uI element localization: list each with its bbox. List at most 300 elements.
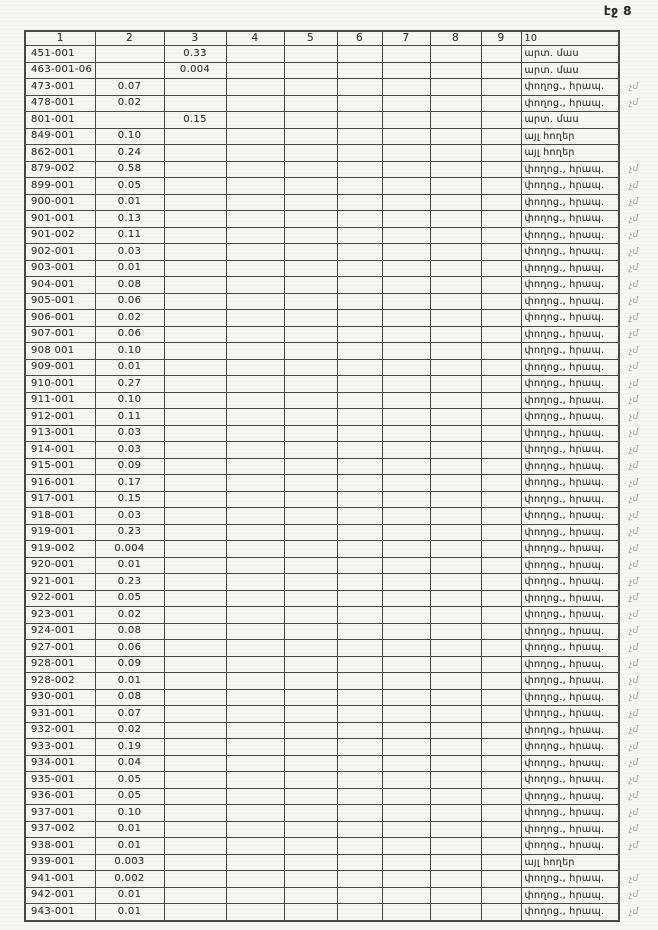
empty-col9 xyxy=(481,607,521,624)
area-value-col2: 0.08 xyxy=(95,277,164,294)
empty-col8 xyxy=(430,326,481,343)
empty-col9 xyxy=(481,425,521,442)
empty-col5 xyxy=(284,95,337,112)
empty-col6 xyxy=(337,128,382,145)
margin-mark-cell xyxy=(619,310,655,327)
table-row xyxy=(25,277,655,294)
empty-col5 xyxy=(284,508,337,525)
margin-mark-cell xyxy=(619,458,655,475)
handwritten-margin-mark: չմ xyxy=(628,361,639,373)
margin-mark-cell xyxy=(619,95,655,112)
empty-col7 xyxy=(382,79,430,96)
area-value-col2: 0.02 xyxy=(95,722,164,739)
empty-col6 xyxy=(337,227,382,244)
area-value-col2: 0.03 xyxy=(95,244,164,261)
empty-col9 xyxy=(481,772,521,789)
empty-col8 xyxy=(430,623,481,640)
handwritten-margin-mark: չմ xyxy=(628,625,639,637)
empty-col4 xyxy=(226,887,284,904)
handwritten-margin-mark: չմ xyxy=(628,889,639,901)
empty-col4 xyxy=(226,260,284,277)
empty-col5 xyxy=(284,805,337,822)
land-use-label: փողոց., հրապ. xyxy=(521,574,619,591)
empty-col7 xyxy=(382,508,430,525)
empty-col5 xyxy=(284,722,337,739)
empty-col9 xyxy=(481,788,521,805)
table-row xyxy=(25,128,655,145)
margin-mark-cell xyxy=(619,178,655,195)
margin-mark-cell xyxy=(619,277,655,294)
table-row xyxy=(25,739,655,756)
empty-col6 xyxy=(337,805,382,822)
empty-col4 xyxy=(226,854,284,871)
parcel-id-cell: 849-001 xyxy=(25,128,95,145)
area-value-col3 xyxy=(164,854,226,871)
empty-col8 xyxy=(430,244,481,261)
empty-col6 xyxy=(337,656,382,673)
empty-col9 xyxy=(481,95,521,112)
header-col-10: 10 xyxy=(521,31,619,46)
empty-col9 xyxy=(481,211,521,228)
area-value-col3 xyxy=(164,772,226,789)
empty-col9 xyxy=(481,359,521,376)
table-row xyxy=(25,62,655,79)
empty-col4 xyxy=(226,409,284,426)
empty-col4 xyxy=(226,508,284,525)
handwritten-margin-mark: չմ xyxy=(628,823,639,835)
land-use-label: փողոց., հրապ. xyxy=(521,442,619,459)
parcel-id-cell: 943-001 xyxy=(25,904,95,921)
empty-col5 xyxy=(284,607,337,624)
parcel-id-cell: 451-001 xyxy=(25,46,95,63)
table-row xyxy=(25,722,655,739)
parcel-id-cell: 862-001 xyxy=(25,145,95,162)
area-value-col2: 0.10 xyxy=(95,392,164,409)
land-use-label: փողոց., հրապ. xyxy=(521,739,619,756)
empty-col7 xyxy=(382,673,430,690)
empty-col4 xyxy=(226,871,284,888)
area-value-col2: 0.03 xyxy=(95,425,164,442)
margin-mark-cell xyxy=(619,887,655,904)
land-use-label: փողոց., հրապ. xyxy=(521,227,619,244)
empty-col9 xyxy=(481,392,521,409)
header-col-2: 2 xyxy=(95,31,164,46)
handwritten-margin-mark: չմ xyxy=(628,246,639,258)
empty-col8 xyxy=(430,310,481,327)
header-margin-spacer xyxy=(619,31,655,46)
empty-col4 xyxy=(226,46,284,63)
empty-col6 xyxy=(337,887,382,904)
area-value-col3 xyxy=(164,722,226,739)
area-value-col2: 0.06 xyxy=(95,326,164,343)
empty-col8 xyxy=(430,178,481,195)
empty-col7 xyxy=(382,227,430,244)
parcel-id-cell: 934-001 xyxy=(25,755,95,772)
margin-mark-cell xyxy=(619,425,655,442)
parcel-id-cell: 879-002 xyxy=(25,161,95,178)
area-value-col3 xyxy=(164,161,226,178)
table-row xyxy=(25,392,655,409)
empty-col9 xyxy=(481,541,521,558)
land-parcel-table xyxy=(24,30,656,922)
table-row xyxy=(25,656,655,673)
empty-col4 xyxy=(226,392,284,409)
area-value-col3 xyxy=(164,788,226,805)
empty-col4 xyxy=(226,623,284,640)
margin-mark-cell xyxy=(619,409,655,426)
empty-col6 xyxy=(337,904,382,921)
empty-col6 xyxy=(337,260,382,277)
land-use-label: փողոց., հրապ. xyxy=(521,343,619,360)
empty-col7 xyxy=(382,376,430,393)
parcel-id-cell: 916-001 xyxy=(25,475,95,492)
empty-col5 xyxy=(284,392,337,409)
table-row xyxy=(25,359,655,376)
margin-mark-cell xyxy=(619,838,655,855)
area-value-col3 xyxy=(164,310,226,327)
land-use-label: փողոց., հրապ. xyxy=(521,755,619,772)
land-use-label: փողոց., հրապ. xyxy=(521,607,619,624)
empty-col5 xyxy=(284,178,337,195)
handwritten-margin-mark: չմ xyxy=(628,213,639,225)
empty-col6 xyxy=(337,79,382,96)
empty-col7 xyxy=(382,310,430,327)
area-value-col3 xyxy=(164,706,226,723)
area-value-col3 xyxy=(164,343,226,360)
empty-col7 xyxy=(382,772,430,789)
empty-col5 xyxy=(284,425,337,442)
handwritten-margin-mark: չմ xyxy=(628,559,639,571)
empty-col4 xyxy=(226,227,284,244)
empty-col6 xyxy=(337,541,382,558)
empty-col6 xyxy=(337,46,382,63)
empty-col4 xyxy=(226,772,284,789)
empty-col6 xyxy=(337,590,382,607)
table-row xyxy=(25,821,655,838)
area-value-col2: 0.58 xyxy=(95,161,164,178)
margin-mark-cell xyxy=(619,689,655,706)
area-value-col3 xyxy=(164,376,226,393)
table-row xyxy=(25,508,655,525)
empty-col9 xyxy=(481,557,521,574)
land-use-label: փողոց., հրապ. xyxy=(521,161,619,178)
land-use-label: փողոց., հրապ. xyxy=(521,722,619,739)
margin-mark-cell xyxy=(619,805,655,822)
empty-col6 xyxy=(337,458,382,475)
table-row xyxy=(25,194,655,211)
area-value-col2: 0.23 xyxy=(95,524,164,541)
empty-col5 xyxy=(284,211,337,228)
empty-col5 xyxy=(284,244,337,261)
empty-col8 xyxy=(430,128,481,145)
empty-col8 xyxy=(430,574,481,591)
area-value-col3 xyxy=(164,425,226,442)
table-row xyxy=(25,623,655,640)
empty-col6 xyxy=(337,442,382,459)
margin-mark-cell xyxy=(619,128,655,145)
area-value-col3 xyxy=(164,178,226,195)
empty-col9 xyxy=(481,409,521,426)
land-use-label: փողոց., հրապ. xyxy=(521,904,619,921)
area-value-col2: 0.01 xyxy=(95,557,164,574)
land-use-label: փողոց., հրապ. xyxy=(521,772,619,789)
land-use-label: փողոց., հրապ. xyxy=(521,458,619,475)
empty-col6 xyxy=(337,475,382,492)
table-row xyxy=(25,574,655,591)
empty-col7 xyxy=(382,838,430,855)
margin-mark-cell xyxy=(619,673,655,690)
area-value-col2: 0.01 xyxy=(95,673,164,690)
empty-col6 xyxy=(337,524,382,541)
area-value-col3 xyxy=(164,557,226,574)
header-col-5: 5 xyxy=(284,31,337,46)
empty-col6 xyxy=(337,739,382,756)
empty-col9 xyxy=(481,128,521,145)
area-value-col2: 0.01 xyxy=(95,260,164,277)
parcel-id-cell: 937-001 xyxy=(25,805,95,822)
land-use-label: արտ. մաս xyxy=(521,46,619,63)
empty-col6 xyxy=(337,112,382,129)
handwritten-margin-mark: չմ xyxy=(628,262,639,274)
parcel-id-cell: 909-001 xyxy=(25,359,95,376)
empty-col7 xyxy=(382,145,430,162)
empty-col6 xyxy=(337,194,382,211)
table-row xyxy=(25,343,655,360)
area-value-col2: 0.01 xyxy=(95,821,164,838)
empty-col5 xyxy=(284,656,337,673)
margin-mark-cell xyxy=(619,392,655,409)
parcel-id-cell: 936-001 xyxy=(25,788,95,805)
handwritten-margin-mark: չմ xyxy=(628,510,639,522)
table-row xyxy=(25,458,655,475)
handwritten-margin-mark: չմ xyxy=(628,427,639,439)
empty-col4 xyxy=(226,293,284,310)
empty-col5 xyxy=(284,491,337,508)
empty-col8 xyxy=(430,227,481,244)
margin-mark-cell xyxy=(619,326,655,343)
empty-col6 xyxy=(337,211,382,228)
table-row xyxy=(25,376,655,393)
empty-col8 xyxy=(430,755,481,772)
empty-col7 xyxy=(382,95,430,112)
margin-mark-cell xyxy=(619,557,655,574)
land-use-label: փողոց., հրապ. xyxy=(521,788,619,805)
area-value-col3 xyxy=(164,689,226,706)
empty-col6 xyxy=(337,821,382,838)
area-value-col2: 0.01 xyxy=(95,194,164,211)
empty-col7 xyxy=(382,722,430,739)
empty-col8 xyxy=(430,409,481,426)
table-row xyxy=(25,260,655,277)
area-value-col2: 0.24 xyxy=(95,145,164,162)
empty-col6 xyxy=(337,161,382,178)
empty-col4 xyxy=(226,343,284,360)
empty-col5 xyxy=(284,161,337,178)
handwritten-margin-mark: չմ xyxy=(628,279,639,291)
handwritten-margin-mark: չմ xyxy=(628,180,639,192)
parcel-id-cell: 463-001-06 xyxy=(25,62,95,79)
handwritten-margin-mark: չմ xyxy=(628,840,639,852)
handwritten-margin-mark: չմ xyxy=(628,196,639,208)
empty-col5 xyxy=(284,112,337,129)
empty-col6 xyxy=(337,772,382,789)
parcel-id-cell: 911-001 xyxy=(25,392,95,409)
empty-col9 xyxy=(481,112,521,129)
empty-col8 xyxy=(430,722,481,739)
empty-col5 xyxy=(284,376,337,393)
area-value-col2 xyxy=(95,62,164,79)
empty-col4 xyxy=(226,541,284,558)
handwritten-margin-mark: չմ xyxy=(628,642,639,654)
empty-col8 xyxy=(430,475,481,492)
area-value-col3 xyxy=(164,244,226,261)
parcel-id-cell: 927-001 xyxy=(25,640,95,657)
area-value-col3 xyxy=(164,260,226,277)
area-value-col3 xyxy=(164,277,226,294)
margin-mark-cell xyxy=(619,590,655,607)
empty-col7 xyxy=(382,706,430,723)
empty-col7 xyxy=(382,805,430,822)
empty-col9 xyxy=(481,706,521,723)
land-use-label: այլ հողեր xyxy=(521,145,619,162)
margin-mark-cell xyxy=(619,211,655,228)
handwritten-margin-mark: չմ xyxy=(628,757,639,769)
empty-col5 xyxy=(284,673,337,690)
land-use-label: փողոց., հրապ. xyxy=(521,277,619,294)
handwritten-margin-mark: չմ xyxy=(628,378,639,390)
area-value-col2: 0.19 xyxy=(95,739,164,756)
area-value-col2: 0.06 xyxy=(95,293,164,310)
area-value-col2: 0.23 xyxy=(95,574,164,591)
handwritten-margin-mark: չմ xyxy=(628,81,639,93)
empty-col9 xyxy=(481,326,521,343)
empty-col9 xyxy=(481,293,521,310)
handwritten-margin-mark: չմ xyxy=(628,691,639,703)
table-row xyxy=(25,46,655,63)
empty-col4 xyxy=(226,95,284,112)
land-use-label: փողոց., հրապ. xyxy=(521,706,619,723)
empty-col5 xyxy=(284,788,337,805)
table-row xyxy=(25,541,655,558)
empty-col6 xyxy=(337,293,382,310)
parcel-id-cell: 920-001 xyxy=(25,557,95,574)
empty-col9 xyxy=(481,805,521,822)
parcel-id-cell: 937-002 xyxy=(25,821,95,838)
handwritten-margin-mark: չմ xyxy=(628,444,639,456)
margin-mark-cell xyxy=(619,491,655,508)
parcel-id-cell: 941-001 xyxy=(25,871,95,888)
empty-col6 xyxy=(337,623,382,640)
empty-col6 xyxy=(337,244,382,261)
empty-col9 xyxy=(481,194,521,211)
margin-mark-cell xyxy=(619,79,655,96)
table-row xyxy=(25,442,655,459)
empty-col8 xyxy=(430,673,481,690)
empty-col8 xyxy=(430,689,481,706)
empty-col7 xyxy=(382,524,430,541)
table-row xyxy=(25,557,655,574)
empty-col5 xyxy=(284,821,337,838)
empty-col8 xyxy=(430,293,481,310)
margin-mark-cell xyxy=(619,772,655,789)
empty-col4 xyxy=(226,458,284,475)
empty-col4 xyxy=(226,821,284,838)
empty-col5 xyxy=(284,574,337,591)
area-value-col3 xyxy=(164,145,226,162)
area-value-col2: 0.09 xyxy=(95,656,164,673)
empty-col8 xyxy=(430,739,481,756)
table-row xyxy=(25,524,655,541)
empty-col9 xyxy=(481,178,521,195)
handwritten-margin-mark: չմ xyxy=(628,477,639,489)
parcel-id-cell: 908 001 xyxy=(25,343,95,360)
parcel-id-cell: 910-001 xyxy=(25,376,95,393)
area-value-col3 xyxy=(164,755,226,772)
empty-col8 xyxy=(430,788,481,805)
handwritten-margin-mark: չմ xyxy=(628,741,639,753)
empty-col8 xyxy=(430,277,481,294)
empty-col4 xyxy=(226,475,284,492)
empty-col4 xyxy=(226,640,284,657)
empty-col4 xyxy=(226,425,284,442)
empty-col6 xyxy=(337,277,382,294)
table-row xyxy=(25,326,655,343)
land-use-label: արտ. մաս xyxy=(521,112,619,129)
parcel-id-cell: 801-001 xyxy=(25,112,95,129)
land-use-label: փողոց., հրապ. xyxy=(521,425,619,442)
table-row xyxy=(25,95,655,112)
empty-col6 xyxy=(337,343,382,360)
area-value-col3 xyxy=(164,541,226,558)
handwritten-margin-mark: չմ xyxy=(628,576,639,588)
area-value-col2: 0.10 xyxy=(95,343,164,360)
empty-col7 xyxy=(382,689,430,706)
empty-col4 xyxy=(226,706,284,723)
empty-col5 xyxy=(284,194,337,211)
empty-col9 xyxy=(481,623,521,640)
empty-col9 xyxy=(481,508,521,525)
area-value-col2: 0.09 xyxy=(95,458,164,475)
header-col-8: 8 xyxy=(430,31,481,46)
empty-col8 xyxy=(430,79,481,96)
empty-col5 xyxy=(284,326,337,343)
empty-col7 xyxy=(382,755,430,772)
empty-col8 xyxy=(430,640,481,657)
empty-col9 xyxy=(481,161,521,178)
empty-col4 xyxy=(226,211,284,228)
empty-col8 xyxy=(430,442,481,459)
empty-col5 xyxy=(284,590,337,607)
handwritten-margin-mark: չմ xyxy=(628,807,639,819)
empty-col5 xyxy=(284,640,337,657)
table-row xyxy=(25,805,655,822)
header-col-9: 9 xyxy=(481,31,521,46)
parcel-id-cell: 942-001 xyxy=(25,887,95,904)
area-value-col3 xyxy=(164,623,226,640)
empty-col4 xyxy=(226,574,284,591)
empty-col5 xyxy=(284,871,337,888)
empty-col9 xyxy=(481,62,521,79)
land-use-label: փողոց., հրապ. xyxy=(521,475,619,492)
empty-col8 xyxy=(430,871,481,888)
empty-col6 xyxy=(337,722,382,739)
area-value-col2: 0.17 xyxy=(95,475,164,492)
empty-col4 xyxy=(226,755,284,772)
empty-col8 xyxy=(430,425,481,442)
empty-col5 xyxy=(284,359,337,376)
handwritten-margin-mark: չմ xyxy=(628,526,639,538)
empty-col6 xyxy=(337,359,382,376)
